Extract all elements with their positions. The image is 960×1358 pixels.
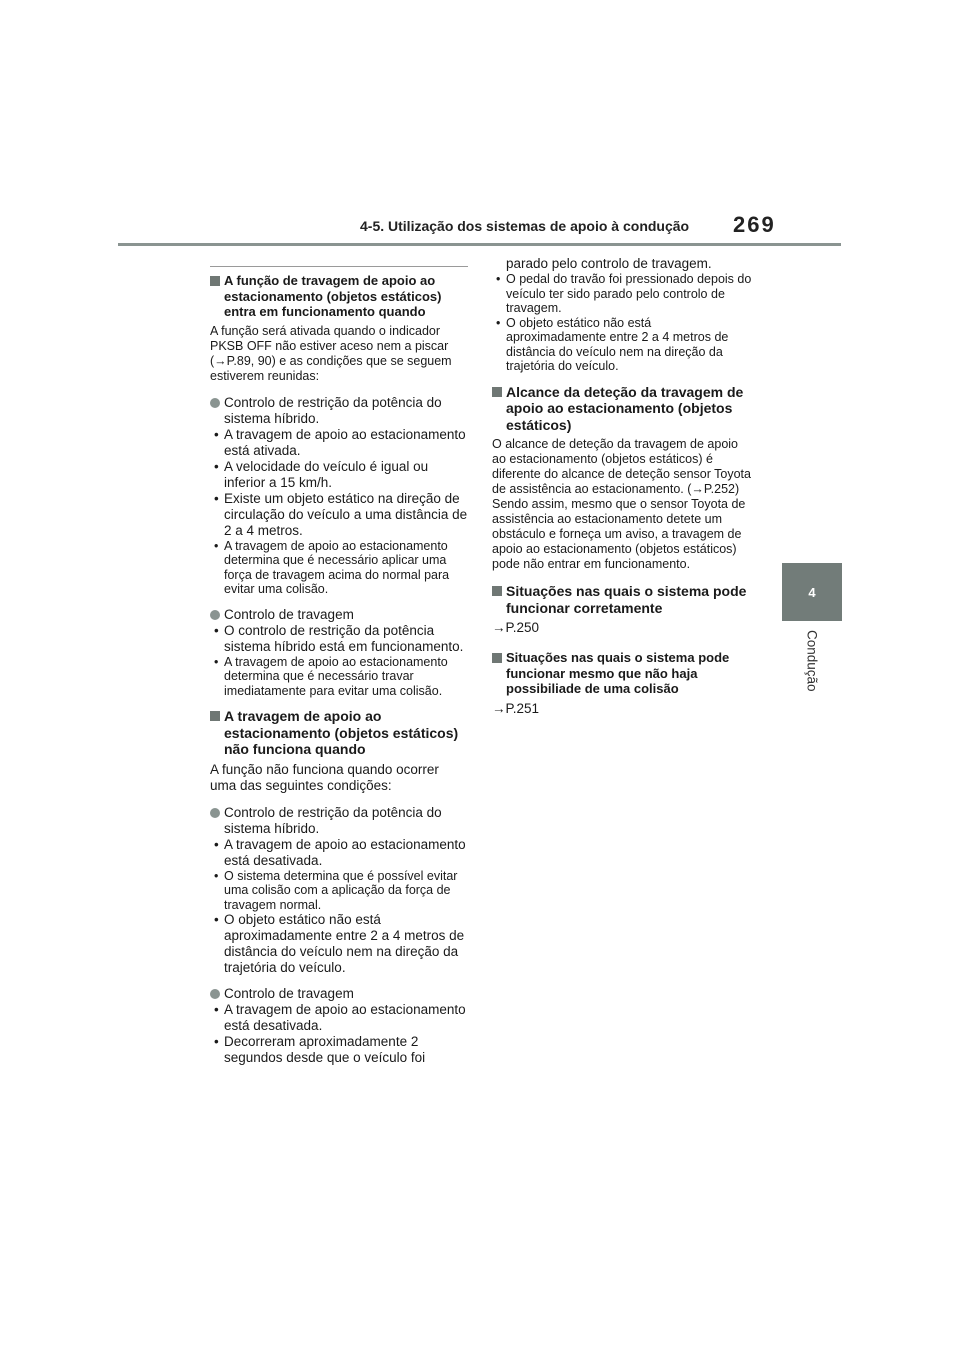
list-item: • A velocidade do veículo é igual ou inferior a 15 km/h. <box>210 459 468 491</box>
page-number: 269 <box>733 212 776 237</box>
list-item: • Existe um objeto estático na direção de circulação do veículo a uma distância de 2 a 4 metros. <box>210 491 468 539</box>
heading-activation: A função de travagem de apoio ao estacionamento (objetos estáticos) entra em funcionamento quando <box>210 273 468 320</box>
chapter-label <box>772 630 852 710</box>
list-item: • O objeto estático não está aproximadamente entre 2 a 4 metros de distância do veículo nem na direção da trajetória do veículo. <box>492 316 754 374</box>
group-power-restriction <box>210 395 468 597</box>
chapter-tab: 4 <box>782 563 842 621</box>
list-item: • O sistema determina que é possível evitar uma colisão com a aplicação da força de travagem normal. <box>210 869 468 913</box>
group-title: Controlo de restrição da potência do sistema híbrido. <box>210 805 468 837</box>
heading-works-without-collision: Situações nas quais o sistema pode funcionar mesmo que não haja possibiliade de uma colisão <box>492 650 754 697</box>
list-item: • A travagem de apoio ao estacionamento determina que é necessário aplicar uma força de travagem acima do normal para evitar uma colisão. <box>210 539 468 597</box>
heading-works-correctly: Situações nas quais o sistema pode funcionar corretamente <box>492 583 754 616</box>
chapter-label-text: Condução <box>804 630 820 692</box>
group-continued <box>492 272 754 374</box>
right-column <box>492 256 754 731</box>
list-item: • A travagem de apoio ao estacionamento determina que é necessário travar imediatamente para evitar uma colisão. <box>210 655 468 699</box>
page-reference: →P.251 <box>492 700 540 716</box>
continued-text: parado pelo controlo de travagem. <box>506 256 712 271</box>
list-item-continued <box>492 256 754 272</box>
list-item: • O pedal do travão foi pressionado depois do veículo ter sido parado pelo controlo de travagem. <box>492 272 754 316</box>
left-column <box>210 266 468 1076</box>
page-reference: →P.250 <box>492 620 540 635</box>
list-item: • A travagem de apoio ao estacionamento está ativada. <box>210 427 468 459</box>
paragraph-not-working: A função não funciona quando ocorrer uma das seguintes condições: <box>210 761 439 793</box>
header-rule <box>118 243 841 246</box>
group-title: Controlo de travagem <box>210 986 468 1002</box>
heading-detection-range: Alcance da deteção da travagem de apoio ao estacionamento (objetos estáticos) <box>492 384 754 434</box>
paragraph-detection-range: O alcance de deteção da travagem de apoio ao estacionamento (objetos estáticos) é diferente do alcance de deteção sensor Toyota de assistência ao estacionamento. (→P.252) Sendo assim, mesmo que o sensor Toyota de assistência ao estacionamento detete um obstáculo e forneça um aviso, a travagem de apoio ao estacionamento (objetos estáticos) pode não entrar em funcionamento. <box>492 437 751 571</box>
heading-not-working: A travagem de apoio ao estacionamento (objetos estáticos) não funciona quando <box>210 708 468 758</box>
list-item: • O controlo de restrição da potência sistema híbrido está em funcionamento. <box>210 623 468 655</box>
list-item: • A travagem de apoio ao estacionamento está desativada. <box>210 1002 468 1034</box>
list-item: • O objeto estático não está aproximadamente entre 2 a 4 metros de distância do veículo nem na direção da trajetória do veículo. <box>210 912 468 976</box>
group-title: Controlo de travagem <box>210 607 468 623</box>
paragraph-activation: A função será ativada quando o indicador PKSB OFF não estiver aceso nem a piscar (→P.89, 90) e as condições que se seguem estiverem reunidas: <box>210 323 452 383</box>
group-brake-control <box>210 607 468 699</box>
section-title: 4-5. Utilização dos sistemas de apoio à condução <box>360 218 690 234</box>
list-item: • A travagem de apoio ao estacionamento está desativada. <box>210 837 468 869</box>
list-item: • Decorreram aproximadamente 2 segundos desde que o veículo foi <box>210 1034 468 1066</box>
group-title: Controlo de restrição da potência do sistema híbrido. <box>210 395 468 427</box>
group-brake-control-off <box>210 986 468 1066</box>
group-power-restriction-off <box>210 805 468 977</box>
